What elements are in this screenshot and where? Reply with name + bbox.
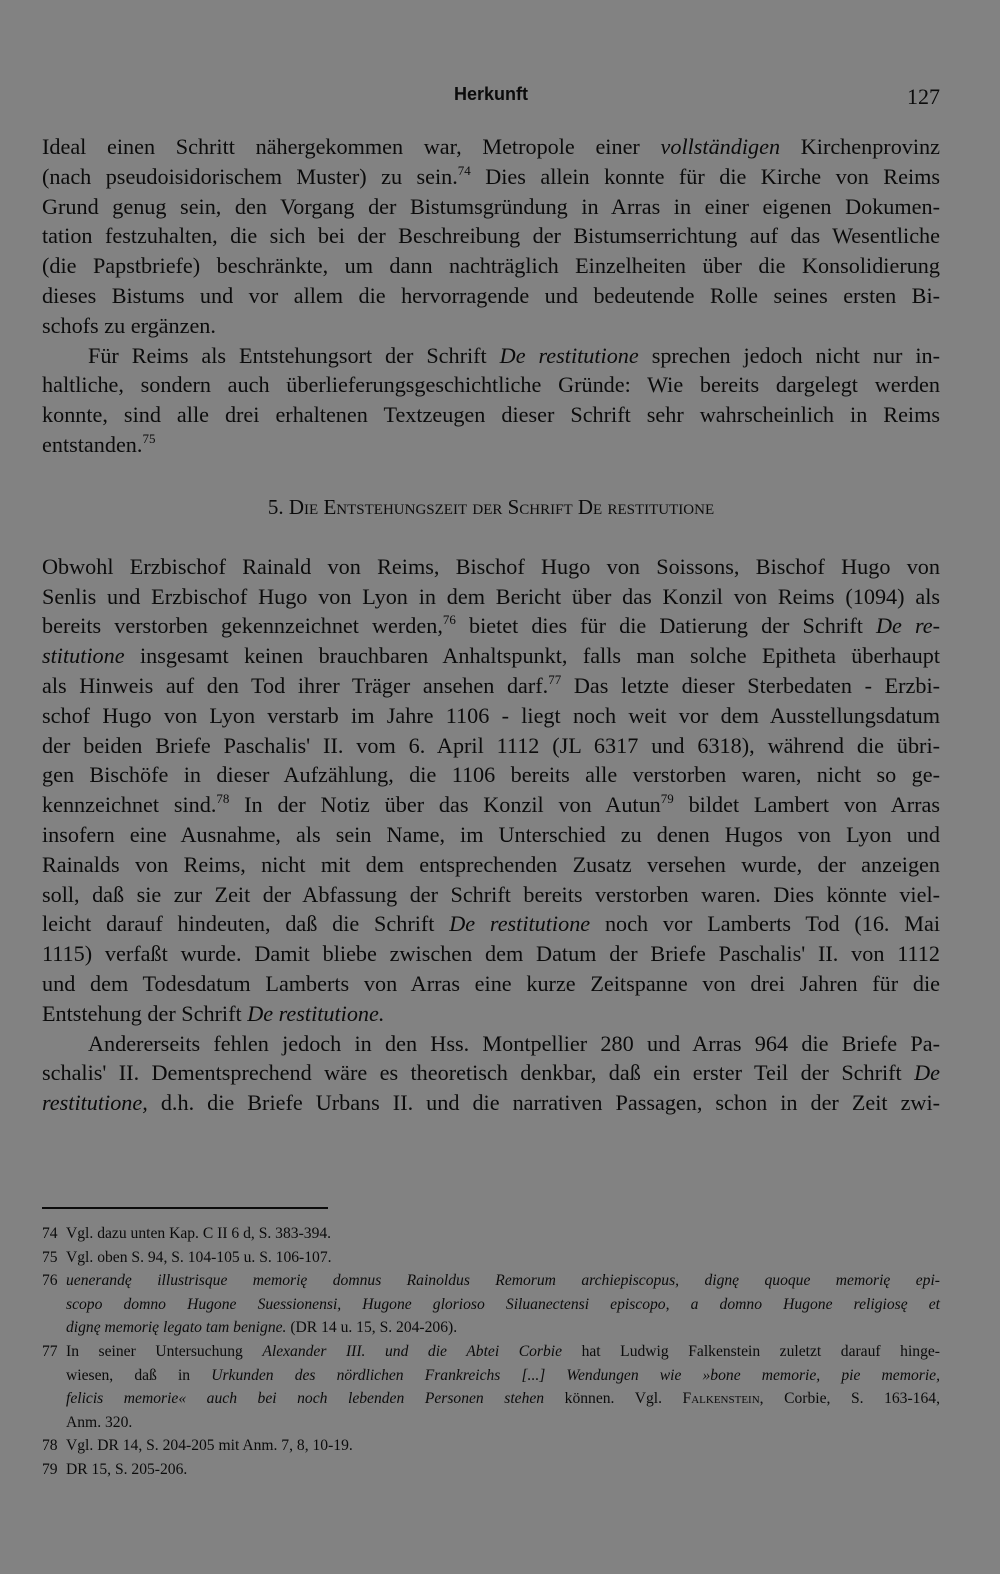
footnote-text: felicis memorie« auch bei noch lebenden Personen stehen können. Vgl. Falkenstein, Corbie, S. 163-164, bbox=[66, 1390, 940, 1408]
paragraph-2 bbox=[42, 341, 940, 460]
text-line: schof Hugo von Lyon verstarb im Jahre 1106 - liegt noch weit vor dem Ausstellungsdatum bbox=[42, 702, 940, 728]
section-number: 5. bbox=[267, 494, 284, 519]
paragraph-4 bbox=[42, 1029, 940, 1118]
footnote-text: Vgl. oben S. 94, S. 104-105 u. S. 106-107. bbox=[66, 1248, 332, 1266]
footnote-text: uenerandę illustrisque memorię domnus Rainoldus Remorum archiepiscopus, dignę quoque memorię epi- bbox=[66, 1272, 940, 1290]
footnote-number: 77 bbox=[42, 1342, 58, 1360]
paragraph-3 bbox=[42, 552, 940, 1029]
text-line: insofern eine Ausnahme, als sein Name, im Unterschied zu denen Hugos von Lyon und bbox=[42, 821, 940, 847]
section-title: Die Entstehungszeit der Schrift De restitutione bbox=[288, 494, 715, 519]
footnote-77 bbox=[42, 1340, 940, 1434]
footnote-ref: 77 bbox=[548, 671, 562, 687]
footnote-number: 79 bbox=[42, 1460, 58, 1478]
text-line: entstanden.$^{75}$ bbox=[42, 430, 156, 457]
text-line: (die Papstbriefe) beschränkte, um dann nachträglich Einzelheiten über die Konsolidierung bbox=[42, 253, 940, 279]
footnote-text: In seiner Untersuchung Alexander III. und die Abtei Corbie hat Ludwig Falkenstein zuletzt darauf hinge- bbox=[66, 1342, 940, 1360]
text-line: Obwohl Erzbischof Rainald von Reims, Bischof Hugo von Soissons, Bischof Hugo von bbox=[42, 553, 940, 579]
text-line: kennzeichnet sind.$^{78}$ In der Notiz über das Konzil von Autun$^{79}$ bildet Lambert von Arras bbox=[42, 791, 940, 818]
footnote-74 bbox=[42, 1222, 940, 1246]
main-text bbox=[42, 132, 940, 1118]
text-line: (nach pseudoisidorischem Muster) zu sein.$^{74}$ Dies allein konnte für die Kirche von Reims bbox=[42, 162, 941, 189]
footnote-78 bbox=[42, 1434, 940, 1458]
page-number: 127 bbox=[907, 84, 940, 109]
text-line: bereits verstorben gekennzeichnet werden,$^{76}$ bietet dies für die Datierung der Schrift De re- bbox=[42, 612, 941, 639]
text-line: Grund genug sein, den Vorgang der Bistumsgründung in Arras in einer eigenen Dokumen- bbox=[42, 193, 940, 219]
text-line: schofs zu ergänzen. bbox=[42, 312, 216, 338]
footnote-79 bbox=[42, 1458, 940, 1482]
footnote-ref: 75 bbox=[142, 430, 156, 446]
running-title: Herkunft bbox=[453, 84, 528, 104]
footnote-ref: 79 bbox=[660, 791, 674, 807]
text-line: Senlis und Erzbischof Hugo von Lyon in dem Bericht über das Konzil von Reims (1094) als bbox=[42, 583, 940, 609]
footnote-number: 78 bbox=[42, 1437, 58, 1455]
footnote-number: 74 bbox=[42, 1225, 58, 1242]
text-line: der beiden Briefe Paschalis' II. vom 6. April 1112 (JL 6317 und 6318), während die übri- bbox=[42, 732, 940, 758]
text-line: schalis' II. Dementsprechend wäre es theoretisch denkbar, daß ein erster Teil der Schrift De bbox=[42, 1060, 940, 1086]
footnote-text: DR 15, S. 205-206. bbox=[66, 1460, 188, 1478]
footnote-number: 75 bbox=[42, 1248, 58, 1266]
text-line: konnte, sind alle drei erhaltenen Textzeugen dieser Schrift sehr wahrscheinlich in Reims bbox=[42, 402, 940, 428]
footnote-text: Vgl. DR 14, S. 204-205 mit Anm. 7, 8, 10-19. bbox=[66, 1437, 353, 1455]
text-line: gen Bischöfe in dieser Aufzählung, die 1106 bereits alle verstorben waren, nicht so ge- bbox=[42, 762, 940, 788]
footnote-ref: 76 bbox=[442, 612, 456, 628]
text-line: und dem Todesdatum Lamberts von Arras eine kurze Zeitspanne von drei Jahren für die bbox=[42, 970, 940, 996]
footnote-ref: 78 bbox=[216, 791, 230, 807]
footnote-text: wiesen, daß in Urkunden des nördlichen Frankreichs [...] Wendungen wie »bone memorie, pie memorie, bbox=[66, 1366, 940, 1384]
footnote-text: dignę memorię legato tam benigne. (DR 14 u. 15, S. 204-206). bbox=[66, 1319, 458, 1337]
text-line: Für Reims als Entstehungsort der Schrift De restitutione sprechen jedoch nicht nur in- bbox=[88, 342, 941, 368]
footnote-number: 76 bbox=[42, 1272, 58, 1290]
text-line: Ideal einen Schritt nähergekommen war, Metropole einer vollständigen Kirchenprovinz bbox=[42, 134, 940, 159]
text-line: Andererseits fehlen jedoch in den Hss. Montpellier 280 und Arras 964 die Briefe Pa- bbox=[88, 1030, 940, 1056]
text-line: Entstehung der Schrift De restitutione. bbox=[42, 1000, 385, 1026]
section-heading bbox=[42, 492, 940, 522]
text-line: dieses Bistums und vor allem die hervorragende und bedeutende Rolle seines ersten Bi- bbox=[42, 282, 940, 308]
footnote-ref: 74 bbox=[457, 162, 471, 178]
text-line: stitutione insgesamt keinen brauchbaren Anhaltspunkt, falls man solche Epitheta überhaupt bbox=[42, 643, 941, 669]
footnote-text: Anm. 320. bbox=[66, 1413, 133, 1431]
paragraph-1 bbox=[42, 132, 940, 341]
running-header bbox=[42, 84, 940, 114]
footnote-76 bbox=[42, 1269, 940, 1340]
footnote-75 bbox=[42, 1246, 940, 1270]
text-line: als Hinweis auf den Tod ihrer Träger ansehen darf.$^{77}$ Das letzte dieser Sterbedaten - Erzbi- bbox=[42, 671, 941, 698]
text-line: haltliche, sondern auch überlieferungsgeschichtliche Gründe: Wie bereits dargelegt werden bbox=[42, 372, 940, 398]
footnote-text: scopo domno Hugone Suessionensi, Hugone glorioso Siluanectensi episcopo, a domno Hugone religiosę et bbox=[66, 1295, 940, 1313]
text-line: leicht darauf hindeuten, daß die Schrift De restitutione noch vor Lamberts Tod (16. Mai bbox=[42, 911, 941, 937]
footnotes bbox=[42, 1222, 940, 1482]
footnote-text: Vgl. dazu unten Kap. C II 6 d, S. 383-394. bbox=[66, 1225, 332, 1242]
text-line: restitutione, d.h. die Briefe Urbans II. und die narrativen Passagen, schon in der Zeit zwi- bbox=[42, 1090, 940, 1116]
text-line: 1115) verfaßt wurde. Damit bliebe zwischen dem Datum der Briefe Paschalis' II. von 1112 bbox=[42, 941, 940, 967]
text-line: soll, daß sie zur Zeit der Abfassung der Schrift bereits verstorben waren. Dies könnte viel- bbox=[42, 881, 940, 907]
text-line: tation festzuhalten, die sich bei der Beschreibung der Bistumserrichtung auf das Wesentliche bbox=[42, 223, 940, 249]
footnote-separator bbox=[42, 1207, 328, 1209]
text-line: Rainalds von Reims, nicht mit dem entsprechenden Zusatz versehen wurde, der anzeigen bbox=[42, 851, 940, 877]
